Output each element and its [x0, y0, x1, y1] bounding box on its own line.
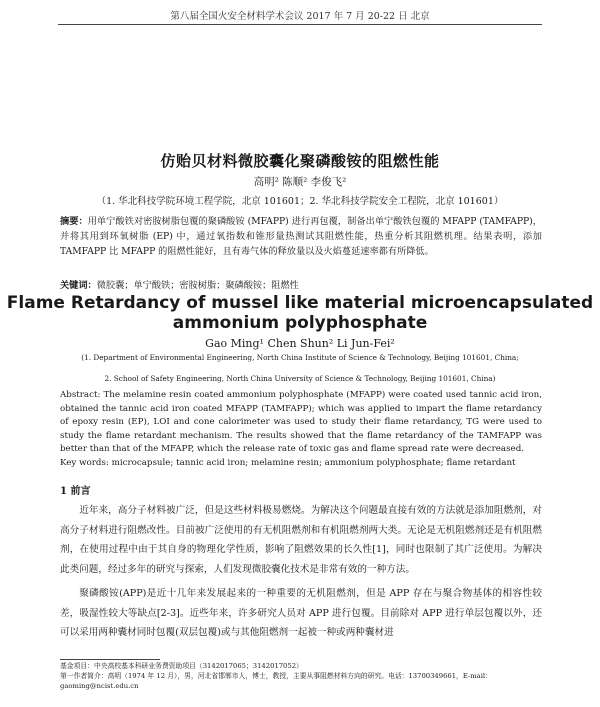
english-title: Flame Retardancy of mussel like material microencapsulated ammonium polyphosphate	[6, 293, 594, 333]
section-heading-introduction: 1 前言	[60, 486, 91, 497]
english-keywords-text: microcapsule; tannic acid iron; melamine resin; ammonium polyphosphate; flame retardant	[108, 458, 516, 468]
chinese-authors: 高明² 陈顺² 李俊飞²	[253, 176, 347, 188]
chinese-keywords-label: 关键词：	[60, 280, 97, 291]
chinese-affiliation: （1. 华北科技学院环境工程学院，北京 101601；2. 华北科技学院安全工程院，北京 101601）	[96, 196, 504, 207]
running-header: 第八届全国火安全材料学术会议 2017 年 7 月 20-22 日 北京	[170, 11, 430, 22]
footnote-funding: 基金项目：中央高校基本科研业务费资助项目（3142017065；3142017052）	[60, 662, 303, 670]
chinese-keywords-text: 微胶囊；单宁酸铁；密胺树脂；聚磷酸铵；阻燃性	[96, 280, 299, 291]
chinese-keywords	[60, 277, 542, 291]
chinese-abstract-text: 用单宁酸铁对密胺树脂包覆的聚磷酸铵 (MFAPP) 进行再包覆，制备出单宁酸铁包覆的 MFAPP (TAMFAPP)，并将其用到环氧树脂 (EP) 中，通过氧指数和锥形量热测试其阻燃性能，热重分析其阻燃机理。结果表明，添加 TAMFAPP 比 MFAPP 的阻燃性能好，且有毒气体的释放量以及火焰蔓延速率都有所降低。	[60, 216, 542, 257]
body-paragraph-1: 近年来，高分子材料被广泛，但是这些材料极易燃烧。为解决这个问题最直接有效的方法就是添加阻燃剂，对高分子材料进行阻燃改性。目前被广泛使用的有无机阻燃剂和有机阻燃剂两大类。无论是无机阻燃剂还是有机阻燃剂，在使用过程中由于其自身的物理化学性质，影响了阻燃效果的长久性[1]，同时也限制了其广泛使用。为解决此类问题，经过多年的研究与探索，人们发现微胶囊化技术是非常有效的一种方法。	[60, 505, 542, 575]
english-authors: Gao Ming¹ Chen Shun² Li Jun-Fei²	[205, 337, 395, 350]
footnote-author-bio: 第一作者简介：高明（1974 年 12 月），男，河北省邯郸市人，博士，教授，主要从事阻燃材料方向的研究。电话：13700349661，E-mail：gaoming@ncist.edu.cn	[60, 672, 492, 690]
chinese-abstract	[60, 214, 542, 259]
chinese-title: 仿贻贝材料微胶囊化聚磷酸铵的阻燃性能	[160, 152, 440, 170]
english-abstract-text: The melamine resin coated ammonium polyphosphate (MFAPP) were coated used tannic acid iron, obtained the tannic acid iron coated MFAPP (TAMFAPP); which was applied to impart the flame retardancy of epoxy resin (EP), LOI and cone calorimeter was used to study their flame retardancy, TG were used to study the flame retardant mechanism. The results showed that the flame retardancy of the TAMFAPP was better than that of the MFAPP, which the release rate of toxic gas and flame spread rate were decreased.	[60, 390, 542, 455]
english-abstract-label: Abstract:	[60, 390, 101, 400]
english-keywords-label: Key words:	[60, 458, 109, 468]
body-paragraph-2: 聚磷酸铵(APP)是近十几年来发展起来的一种重要的无机阻燃剂，但是 APP 存在与聚合物基体的相容性较差，吸湿性较大等缺点[2-3]。近些年来，许多研究人员对 APP 进行包覆。目前除对 APP 进行单层包覆以外，还可以采用两种囊材同时包覆(双层包覆)或与其他阻燃剂一起被一种或两种囊材进	[60, 588, 542, 638]
english-abstract	[60, 389, 542, 457]
english-affiliation-1: (1. Department of Environmental Engineering, North China Institute of Science & Technology, Beijing 101601, China;	[81, 353, 519, 362]
english-affiliation-2: 2. School of Safety Engineering, North China University of Science & Technology, Beijing 101601, China)	[104, 374, 496, 383]
footnote-rule	[60, 659, 160, 660]
chinese-abstract-label: 摘要：	[60, 216, 88, 227]
english-keywords	[60, 458, 542, 468]
header-rule	[58, 24, 542, 25]
